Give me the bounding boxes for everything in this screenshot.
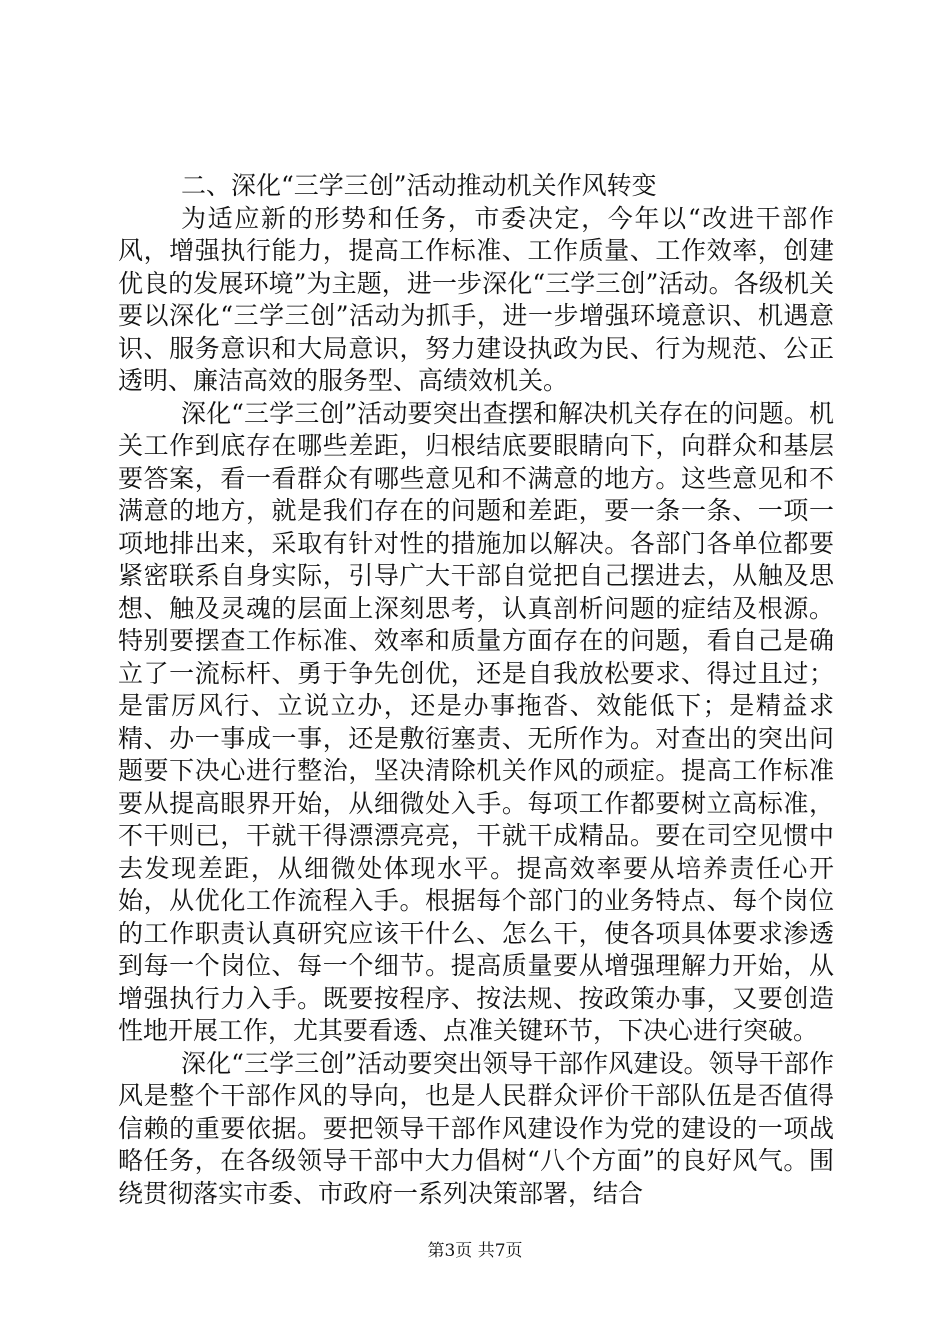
paragraph-2: 深化“三学三创”活动要突出查摆和解决机关存在的问题。机关工作到底存在哪些差距，归根结底要眼睛向下，向群众和基层要答案，看一看群众有哪些意见和不满意的地方。这些意见和不满意的地方，就是我们存在的问题和差距，要一条一条、一项一项地排出来，采取有针对性的措施加以解决。各部门各单位都要紧密联系自身实际，引导广大干部自觉把自己摆进去，从触及思想、触及灵魂的层面上深刻思考，认真剖析问题的症结及根源。特别要摆查工作标准、效率和质量方面存在的问题，看自己是确立了一流标杆、勇于争先创优，还是自我放松要求、得过且过；是雷厉风行、立说立办，还是办事拖沓、效能低下；是精益求精、办一事成一事，还是敷衍塞责、无所作为。对查出的突出问题要下决心进行整治，坚决清除机关作风的顽症。提高工作标准要从提高眼界开始，从细微处入手。每项工作都要树立高标准，不干则已，干就干得漂漂亮亮，干就干成精品。要在司空见惯中去发现差距，从细微处体现水平。提高效率要从培养责任心开始，从优化工作流程入手。根据每个部门的业务特点、每个岗位的工作职责认真研究应该干什么、怎么干，使各项具体要求渗透到每一个岗位、每一个细节。提高质量要从增强理解力开始，从增强执行力入手。既要按程序、按法规、按政策办事，又要创造性地开展工作，尤其要看透、点准关键环节，下决心进行突破。 — [118, 398, 834, 1045]
page-footer — [0, 1241, 950, 1261]
paragraph-3: 深化“三学三创”活动要突出领导干部作风建设。领导干部作风是整个干部作风的导向，也是人民群众评价干部队伍是否值得信赖的重要依据。要把领导干部作风建设作为党的建设的一项战略任务，在各级领导干部中大力倡树“八个方面”的良好风气。围绕贯彻落实市委、市政府一系列决策部署，结合 — [118, 1048, 834, 1208]
page-number-label: 第3页 共7页 — [427, 1241, 523, 1261]
paragraph-1: 为适应新的形势和任务，市委决定，今年以“改进干部作风，增强执行能力，提高工作标准、工作质量、工作效率，创建优良的发展环境”为主题，进一步深化“三学三创”活动。各级机关要以深化“三学三创”活动为抓手，进一步增强环境意识、机遇意识、服务意识和大局意识，努力建设执政为民、行为规范、公正透明、廉洁高效的服务型、高绩效机关。 — [118, 203, 834, 395]
section-heading: 二、深化“三学三创”活动推动机关作风转变 — [181, 171, 657, 200]
document-body — [118, 170, 834, 1210]
